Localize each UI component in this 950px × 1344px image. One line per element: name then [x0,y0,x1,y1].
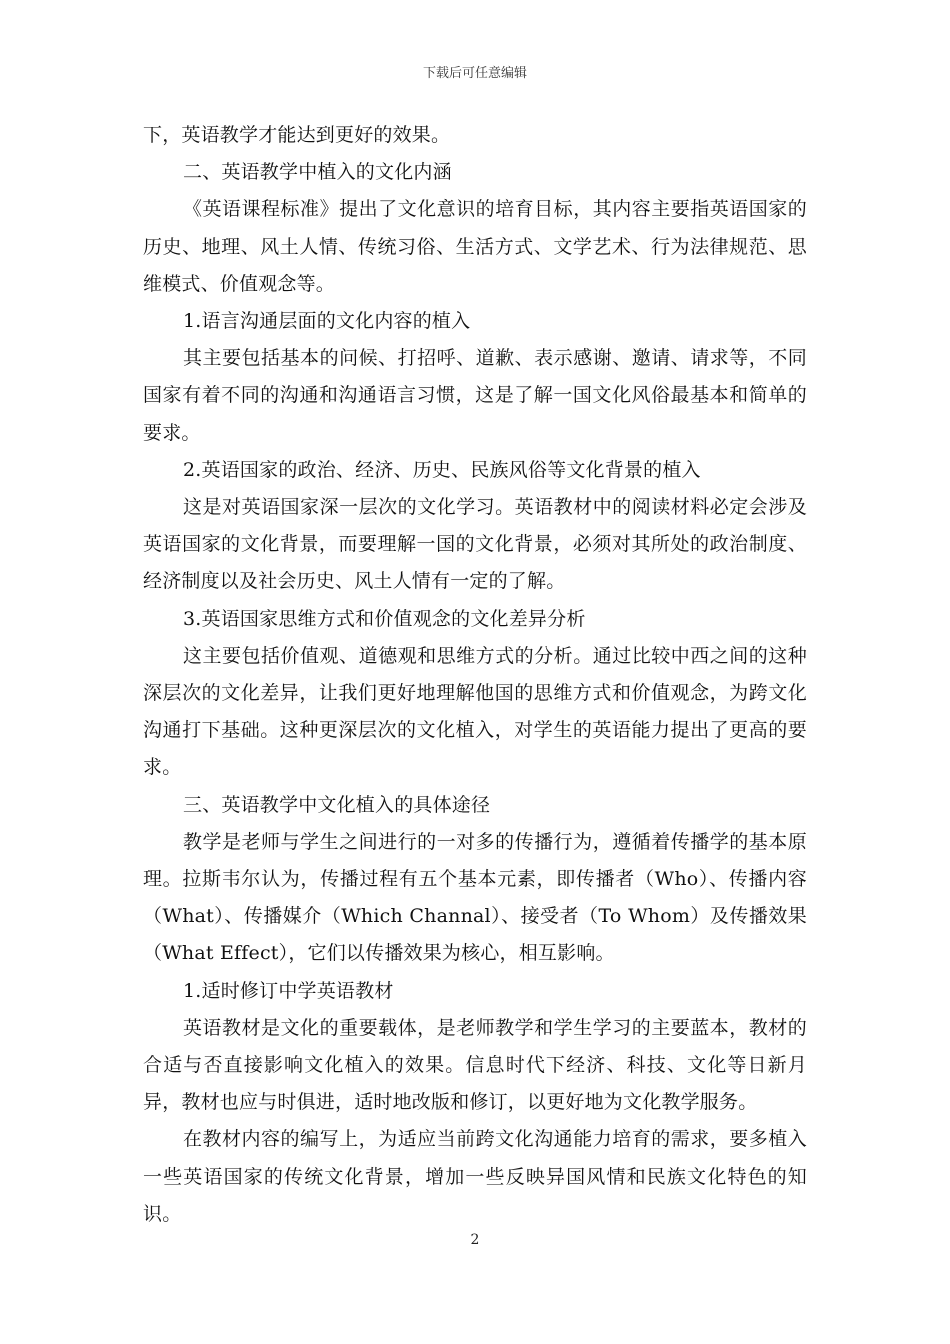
paragraph-continuation: 下，英语教学才能达到更好的效果。 [143,124,451,146]
paragraph: 在教材内容的编写上，为适应当前跨文化沟通能力培育的需求，要多植入一些英语国家的传统文化背景，增加一些反映异国风情和民族文化特色的知识。 [143,1128,807,1225]
paragraph: 《英语课程标准》提出了文化意识的培育目标，其内容主要指英语国家的历史、地理、风土人情、传统习俗、生活方式、文学艺术、行为法律规范、思维模式、价值观念等。 [143,198,807,295]
document-body [143,117,807,1233]
subsection-heading-2-2: 2.英语国家的政治、经济、历史、民族风俗等文化背景的植入 [183,458,701,481]
paragraph: 教学是老师与学生之间进行的一对多的传播行为，遵循着传播学的基本原理。拉斯韦尔认为，传播过程有五个基本元素，即传播者（Who）、传播内容（What）、传播媒介（Which Channal）、接受者（To Whom）及传播效果（What Effect），它们以传播效果为核心，相互影响。 [143,830,807,965]
paragraph: 这主要包括价值观、道德观和思维方式的分析。通过比较中西之间的这种深层次的文化差异，让我们更好地理解他国的思维方式和价值观念，为跨文化沟通打下基础。这种更深层次的文化植入，对学生的英语能力提出了更高的要求。 [143,644,807,779]
section-heading-3: 三、英语教学中文化植入的具体途径 [183,793,491,816]
page-number: 2 [470,1232,480,1248]
subsection-heading-2-1: 1.语言沟通层面的文化内容的植入 [183,310,471,333]
subsection-heading-3-1: 1.适时修订中学英语教材 [183,979,394,1002]
paragraph: 这是对英语国家深一层次的文化学习。英语教材中的阅读材料必定会涉及英语国家的文化背景，而要理解一国的文化背景，必须对其所处的政治制度、经济制度以及社会历史、风土人情有一定的了解。 [143,496,807,593]
subsection-heading-2-3: 3.英语国家思维方式和价值观念的文化差异分析 [183,607,586,630]
paragraph: 其主要包括基本的问候、打招呼、道歉、表示感谢、邀请、请求等，不同国家有着不同的沟通和沟通语言习惯，这是了解一国文化风俗最基本和简单的要求。 [143,347,807,444]
page-header: 下载后可任意编辑 [422,66,527,81]
section-heading-2: 二、英语教学中植入的文化内涵 [183,161,452,184]
paragraph: 英语教材是文化的重要载体，是老师教学和学生学习的主要蓝本，教材的合适与否直接影响文化植入的效果。信息时代下经济、科技、文化等日新月异，教材也应与时俱进，适时地改版和修订，以更好地为文化教学服务。 [143,1016,807,1114]
